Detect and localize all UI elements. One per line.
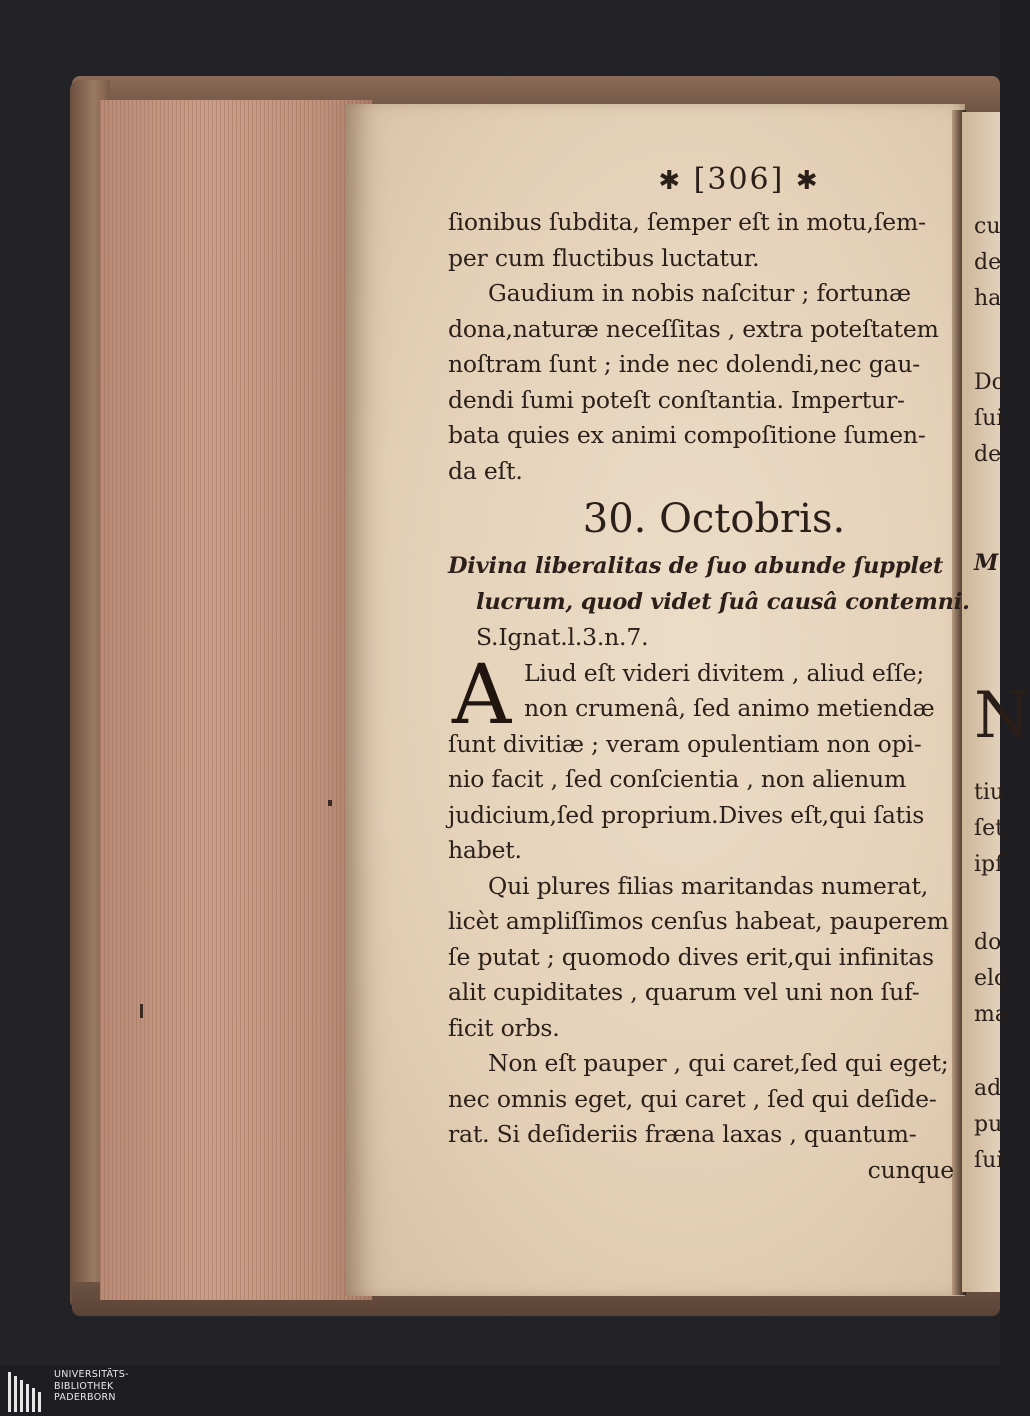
paragraph-block bbox=[448, 727, 960, 1153]
facing-page-text: pu bbox=[974, 1112, 1003, 1137]
text-line: da eſt. bbox=[448, 456, 523, 485]
library-line: UNIVERSITÄTS- bbox=[54, 1369, 129, 1380]
catchword: cunque bbox=[867, 1155, 954, 1184]
text-line: alit cupiditates , quarum vel uni non ſuf- bbox=[448, 978, 920, 1006]
text-line: ſionibus ſubdita, ſemper eſt in motu,ſem- bbox=[448, 208, 926, 236]
text-line: nec omnis eget, qui caret , ſed qui deſide- bbox=[448, 1084, 937, 1113]
date-heading: 30. Octobris. bbox=[582, 496, 846, 542]
text-line: ficit orbs. bbox=[448, 1013, 560, 1042]
facing-page-text: de bbox=[974, 250, 1002, 275]
facing-page-text: ha bbox=[974, 286, 1002, 311]
ornament-icon: ✱ bbox=[658, 166, 683, 196]
facing-page-text: cu bbox=[974, 214, 1001, 239]
page-text bbox=[448, 160, 970, 1188]
facing-page-text: ipſ bbox=[974, 852, 1004, 877]
initial-paragraph bbox=[448, 647, 960, 743]
paragraph-block bbox=[448, 205, 960, 489]
facing-page-text: N bbox=[974, 679, 1030, 753]
drop-cap: A bbox=[452, 647, 512, 743]
text-line: bata quies ex animi compoſitione ſumen- bbox=[448, 421, 926, 449]
text-line: rat. Si deſideriis fræna laxas , quantum- bbox=[448, 1120, 917, 1148]
facing-page-text: de bbox=[974, 442, 1002, 467]
running-header bbox=[448, 160, 960, 201]
text-line: nio facit , ſed conſcientia , non alienum bbox=[448, 765, 907, 793]
facing-page-text: ſui bbox=[974, 1148, 1004, 1173]
library-line: PADERBORN bbox=[54, 1392, 116, 1403]
text-line: per cum fluctibus luctatur. bbox=[448, 243, 760, 272]
library-line: BIBLIOTHEK bbox=[54, 1380, 114, 1392]
text-line: S.Ignat.l.3.n.7. bbox=[476, 623, 649, 651]
facing-page-fragment bbox=[962, 112, 1030, 1292]
facing-page-text: ad bbox=[974, 1076, 1002, 1101]
text-line: Divina liberalitas de ſuo abunde ſupplet bbox=[448, 553, 944, 579]
text-line: Liud eſt videri divitem , aliud eſſe; bbox=[524, 658, 925, 687]
text-line: licèt ampliſſimos cenſus habeat, pauperem bbox=[448, 907, 949, 935]
page-number: [306] bbox=[693, 162, 785, 197]
library-logo-icon bbox=[6, 1370, 46, 1414]
text-line: judicium,ſed proprium.Dives eſt,qui ſatis bbox=[448, 800, 925, 829]
lemma-block bbox=[448, 549, 970, 656]
footer-bar bbox=[0, 1365, 1000, 1416]
text-line: ſunt divitiæ ; veram opulentiam non opi- bbox=[448, 729, 922, 758]
text-line: lucrum, quod videt ſuâ causâ contemni. bbox=[476, 588, 970, 615]
facing-page-text: Do bbox=[974, 370, 1005, 395]
facing-page-text: tiu bbox=[974, 780, 1005, 805]
text-line: noſtram ſunt ; inde nec dolendi,nec gau- bbox=[448, 350, 921, 378]
text-line: Non eſt pauper , qui caret,ſed qui eget; bbox=[488, 1049, 949, 1077]
facing-page-text: ſet, bbox=[974, 816, 1011, 841]
text-line: non crumenâ, ſed animo metiendæ bbox=[524, 694, 935, 722]
edge-spot bbox=[328, 800, 332, 806]
library-name bbox=[54, 1369, 129, 1404]
facing-page-text: do bbox=[974, 930, 1002, 955]
facing-page-text: M bbox=[974, 550, 999, 576]
text-line: dendi ſumi poteſt conſtantia. Impertur- bbox=[448, 385, 905, 414]
facing-page-text: ſui bbox=[974, 406, 1004, 431]
text-line: habet. bbox=[448, 836, 522, 864]
page-edges bbox=[100, 100, 372, 1300]
text-line: Gaudium in nobis naſcitur ; fortunæ bbox=[488, 279, 911, 307]
facing-page-text: ma bbox=[974, 1002, 1008, 1027]
text-line: Qui plures filias maritandas numerat, bbox=[488, 871, 928, 900]
text-line: ſe putat ; quomodo dives erit,qui infinitas bbox=[448, 942, 934, 971]
edge-spot bbox=[140, 1004, 143, 1018]
facing-page-text: elo bbox=[974, 966, 1008, 991]
text-line: dona,naturæ neceſſitas , extra poteſtatem bbox=[448, 314, 939, 343]
ornament-icon: ✱ bbox=[795, 166, 820, 196]
